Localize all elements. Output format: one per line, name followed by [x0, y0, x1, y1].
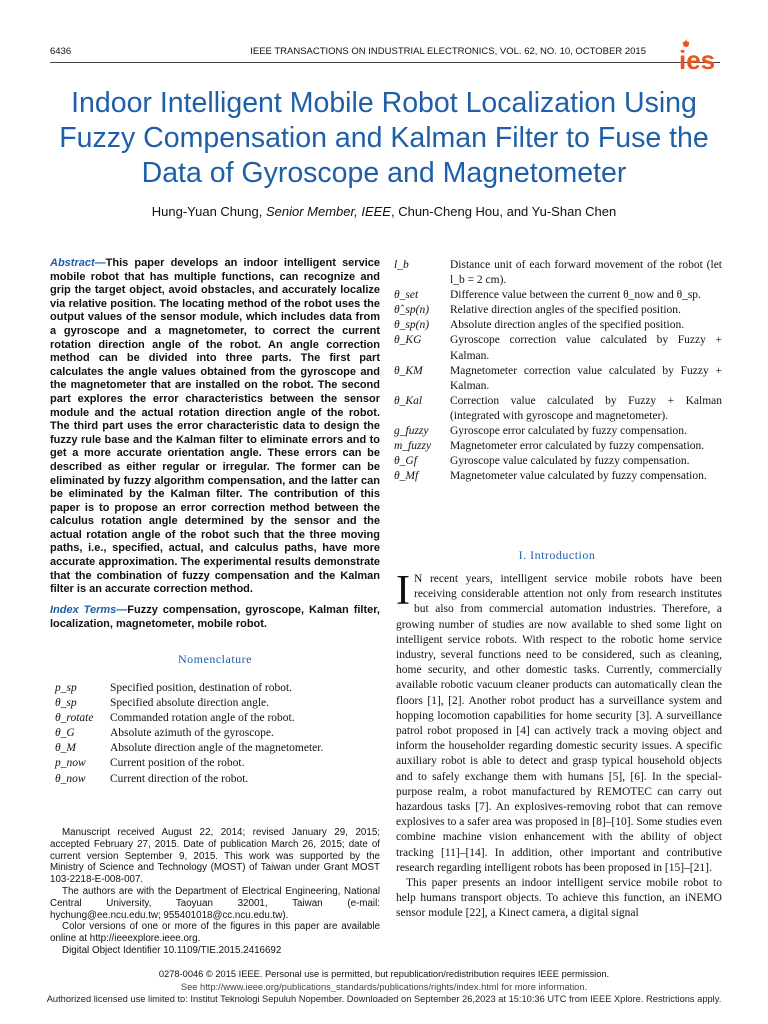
nomenclature-heading: Nomenclature — [178, 652, 252, 666]
nomenclature-row — [394, 394, 722, 424]
nomenclature-row — [394, 333, 722, 363]
authorized-use-text: Authorized licensed use limited to: Institut Teknologi Sepuluh Nopember. Downloaded on September 26,2023 at 15:10:36 UTC from IEEE Xplore. Restrictions apply. — [46, 994, 722, 1004]
nomenclature-definition: Gyroscope correction value calculated by Fuzzy + Kalman. — [450, 334, 722, 362]
nomenclature-row — [394, 303, 722, 318]
nomenclature-definition: Current position of the robot. — [110, 757, 245, 770]
nomenclature-row — [394, 288, 722, 303]
nomenclature-row — [394, 439, 722, 454]
nomenclature-definition: Magnetometer error calculated by fuzzy compensation. — [450, 440, 705, 453]
footnote — [50, 827, 380, 957]
nomenclature-row — [55, 741, 385, 756]
nomenclature-row — [394, 258, 722, 288]
copyright-notice — [40, 969, 728, 980]
nomenclature-symbol: m_fuzzy — [394, 440, 432, 453]
nomenclature-definition: Absolute azimuth of the gyroscope. — [110, 727, 274, 740]
nomenclature-symbol: θ_G — [55, 727, 75, 740]
nomenclature-definition: Commanded rotation angle of the robot. — [110, 712, 295, 725]
paper-title: Indoor Intelligent Mobile Robot Localization Using Fuzzy Compensation and Kalman Filter to Fuse the Data of Gyroscope and Magnetometer — [59, 87, 709, 189]
nomenclature-symbol: θ_sp(n) — [394, 319, 430, 332]
author-1: Hung-Yuan Chung — [151, 204, 259, 219]
nomenclature-symbol: θ_now — [55, 772, 86, 785]
nomenclature-symbol: θ_set — [394, 289, 419, 302]
nomenclature-row — [394, 469, 722, 484]
header-rule — [50, 62, 720, 63]
index-terms-text: Fuzzy compensation, gyroscope, Kalman filter, localization, magnetometer, mobile robot. — [50, 604, 380, 630]
nomenclature-definition: Specified position, destination of robot. — [110, 682, 293, 694]
index-terms — [50, 604, 380, 631]
nomenclature-definition: Gyroscope value calculated by fuzzy compensation. — [450, 455, 690, 468]
nomenclature-row — [394, 318, 722, 333]
nomenclature-definition: Current direction of the robot. — [110, 772, 249, 785]
nomenclature-symbol: p_sp — [55, 682, 77, 694]
nomenclature-left — [55, 681, 385, 787]
nomenclature-definition: Distance unit of each forward movement of the robot (let l_b = 2 cm). — [450, 259, 722, 287]
introduction-heading: I. Introduction — [518, 548, 596, 562]
footnote-doi: Digital Object Identifier 10.1109/TIE.2015.2416692 — [62, 944, 282, 956]
footnote-affiliation: The authors are with the Department of Electrical Engineering, National Central University, Taoyuan 32001, Taiwan (e-mail: hychung@ee.ncu.edu.tw; 955401018@cc.ncu.edu.tw). — [50, 885, 380, 921]
author-1-role: Senior Member, IEEE — [265, 204, 391, 219]
logo-text: ies — [679, 45, 716, 72]
introduction-paragraph-1 — [396, 568, 722, 876]
introduction-paragraph-1-text: N recent years, intelligent service mobile robots have been receiving considerable attention not only from research institutes but also from commercial automation industries. Therefore, a growing number of studies are now available to shed some light on intelligent service robots. With respect to the robotic home service industry, several functions need to be considered, such as cleaning, home security, and other domestic tasks. Currently, commercially available robotic vacuum cleaner products can automatically clean the floors [1], [2]. Another robot product has a surveillance system and hopping locomotion capabilities for home security [3]. A surveillance patrol robot proposed in [4] can actively track a moving object and inform the householder regarding domestic security issues. A specific auxiliary robot is able to detect and grasp typical household objects and to safely exchange them with humans [5], [6]. In the special-purpose realm, a robot manufactured by REMOTEC can carry out hazardous tasks [7]. An explosives-removing robot that can remove explosives to a safer area was proposed in [8]–[10]. Some studies even combine machine vision enhancement with the ability of object tracking [11]–[14]. In addition, other important and contributive research regarding intelligent robots has been proposed in [15]–[21]. — [396, 573, 722, 874]
nomenclature-symbol: θ_KM — [394, 364, 423, 377]
nomenclature-symbol: θ_Kal — [394, 394, 423, 407]
drop-cap: I — [396, 568, 410, 614]
ies-logo — [676, 38, 724, 72]
nomenclature-symbol: g_fuzzy — [394, 425, 429, 438]
abstract — [50, 257, 380, 597]
page-number: 6436 — [50, 46, 72, 57]
nomenclature-row — [55, 696, 385, 711]
nomenclature-symbol: θ_Gf — [394, 455, 417, 468]
nomenclature-symbol: θ_rotate — [55, 712, 94, 725]
introduction-body — [396, 568, 722, 922]
footnote-color-versions: Color versions of one or more of the figures in this paper are available online at http://ieeexplore.ieee.org. — [50, 921, 380, 945]
nomenclature-row — [394, 364, 722, 394]
introduction-paragraph-2: This paper presents an indoor intelligent service mobile robot to help humans transport objects. To achieve this function, an iNEMO sensor module [22], a Kinect camera, a digital signal — [396, 877, 722, 920]
nomenclature-definition: Gyroscope error calculated by fuzzy compensation. — [450, 425, 687, 438]
nomenclature-definition: Absolute direction angles of the specified position. — [450, 319, 685, 332]
nomenclature-definition: Absolute direction angle of the magnetometer. — [110, 742, 324, 755]
journal-header: IEEE TRANSACTIONS ON INDUSTRIAL ELECTRONICS, VOL. 62, NO. 10, OCTOBER 2015 — [250, 46, 646, 57]
nomenclature-definition: Magnetometer value calculated by fuzzy compensation. — [450, 470, 707, 483]
nomenclature-definition: Magnetometer correction value calculated by Fuzzy + Kalman. — [450, 364, 722, 392]
nomenclature-symbol: θ_KG — [394, 334, 422, 347]
nomenclature-definition: Correction value calculated by Fuzzy + Kalman (integrated with gyroscope and magnetometer). — [450, 394, 722, 422]
abstract-text: This paper develops an indoor intelligent service mobile robot that has multiple functions, can recognize and grip the target object, avoid obstacles, and accurately localize via relative position. The locating method of the robot uses the output values of the sensor module, which includes data from a gyroscope and a magnetometer, to correct the current rotation direction angle of the robot. An angle correction method can be divided into three parts. The first part calculates the angle values obtained from the gyroscope and the magnetometer that are installed on the robot. The second part explores the error characteristics between the sensor module and the actual rotation direction angle of the robot. The third part uses the error characteristic data to design the fuzzy rule base and the Kalman filter to eliminate errors and to get a more accurate orientation angle. These errors can be described as either regular or irregular. The former can be eliminated by fuzzy algorithm compensation, and the latter can be eliminated by the Kalman filter. The contribution of this paper is to propose an error correction method between the calculus rotation angle determined by the sensor and the actual rotation angle of the robot such that the three moving paths, i.e., specified, actual, and calculus paths, have more accurate approximation. The experimental results demonstrate that the combination of fuzzy compensation and the Kalman filter is an accurate correction method. — [50, 257, 380, 596]
nomenclature-row — [55, 756, 385, 771]
nomenclature-row — [55, 711, 385, 726]
nomenclature-right — [394, 258, 722, 484]
nomenclature-symbol: l_b — [394, 259, 409, 271]
nomenclature-definition: Relative direction angles of the specified position. — [450, 304, 681, 317]
nomenclature-symbol: p_now — [55, 757, 86, 770]
index-terms-label: Index Terms— — [50, 604, 128, 616]
abstract-label: Abstract— — [50, 257, 106, 269]
nomenclature-symbol: θ_sp — [55, 697, 77, 710]
nomenclature-definition: Specified absolute direction angle. — [110, 697, 270, 710]
other-authors: Chun-Cheng Hou, and Yu-Shan Chen — [398, 204, 617, 219]
nomenclature-row — [55, 726, 385, 741]
nomenclature-symbol: θ̂_sp(n) — [394, 304, 430, 317]
nomenclature-definition: Difference value between the current θ_now and θ_sp. — [450, 289, 701, 302]
nomenclature-row — [55, 681, 385, 696]
copyright-line: 0278-0046 © 2015 IEEE. Personal use is permitted, but republication/redistribution requires IEEE permission. — [158, 969, 610, 979]
nomenclature-symbol: θ_M — [55, 742, 76, 755]
copyright-link[interactable]: See http://www.ieee.org/publications_standards/publications/rights/index.html for more information. — [180, 982, 588, 992]
nomenclature-row — [55, 772, 385, 787]
nomenclature-symbol: θ_Mf — [394, 470, 419, 483]
nomenclature-row — [394, 454, 722, 469]
author-line: Hung-Yuan Chung, Senior Member, IEEE, Chun-Cheng Hou, and Yu-Shan Chen — [151, 204, 617, 219]
footnote-manuscript: Manuscript received August 22, 2014; revised January 29, 2015; accepted February 27, 2015. Date of publication March 26, 2015; date of current version September 9, 2015. This work was supported by the Ministry of Science and Technology (MOST) of Taiwan under Grant MOST 103-2218-E-008-007. — [50, 827, 380, 886]
nomenclature-row — [394, 424, 722, 439]
authorized-use-notice — [40, 982, 728, 1004]
